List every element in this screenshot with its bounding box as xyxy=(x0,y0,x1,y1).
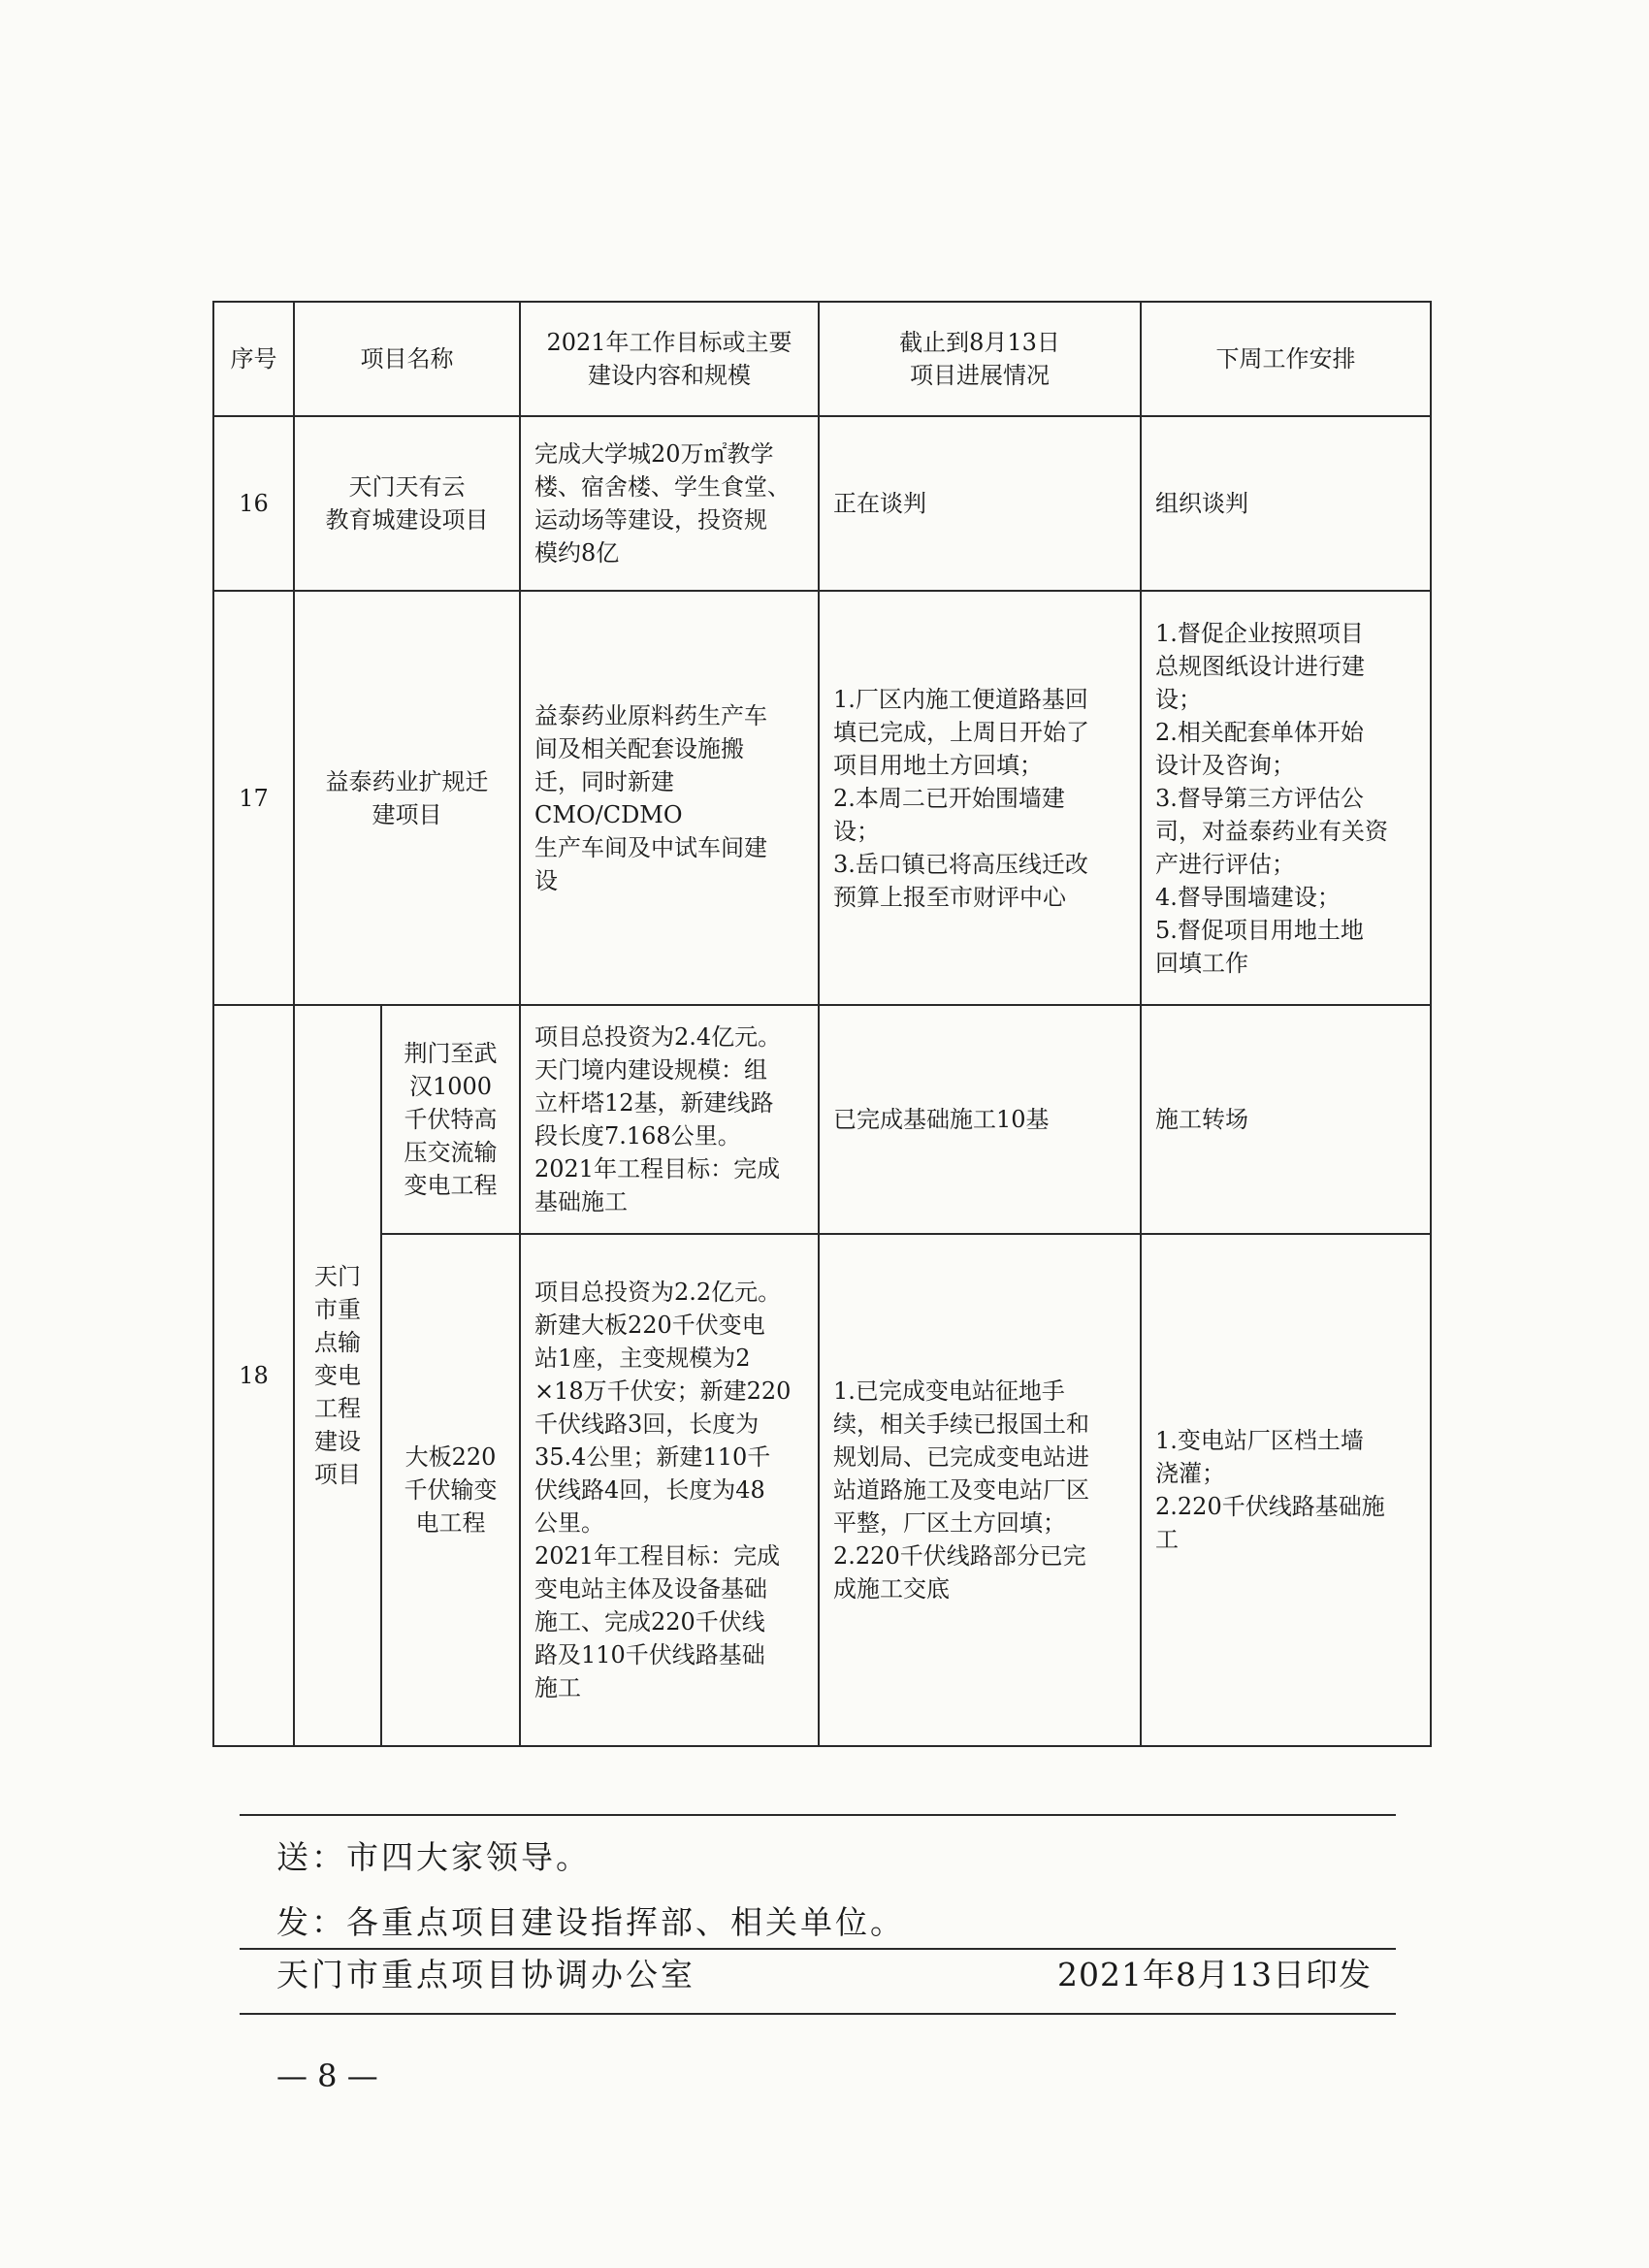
text-line: 生产车间及中试车间建 xyxy=(534,833,767,861)
table-row xyxy=(213,1005,1431,1234)
next-week-plan xyxy=(1141,1005,1431,1234)
text-line: 变电工程 xyxy=(404,1172,498,1199)
text-line: 2.相关配套单体开始 xyxy=(1155,718,1364,746)
text-line: 3.督导第三方评估公 xyxy=(1155,784,1364,812)
project-group-name xyxy=(294,1005,381,1746)
text-line: 项目总投资为2.2亿元。 xyxy=(534,1279,782,1306)
text-line: 设 xyxy=(534,866,558,894)
row-number: 17 xyxy=(213,591,294,1005)
issuing-office: 天门市重点项目协调办公室 xyxy=(276,1956,695,1993)
text-line: 项目用地土方回填； xyxy=(833,751,1043,779)
text-line: 段长度7.168公里。 xyxy=(534,1122,741,1150)
text-line: 2021年工程目标：完成 xyxy=(534,1542,781,1570)
text-line: 伏线路4回，长度为48 xyxy=(534,1476,765,1504)
text-line: 完成大学城20万㎡教学 xyxy=(534,440,774,468)
text-line: 设计及咨询； xyxy=(1155,751,1295,779)
project-progress-table xyxy=(212,301,1432,1747)
header-progress-line-2: 项目进展情况 xyxy=(910,362,1050,389)
header-goal xyxy=(520,302,819,416)
project-goal xyxy=(520,416,819,591)
text-line: 公里。 xyxy=(534,1509,604,1537)
next-week-plan xyxy=(1141,591,1431,1005)
project-progress xyxy=(819,591,1141,1005)
text-line: 2.220千伏线路部分已完 xyxy=(833,1542,1086,1570)
text-line: 千伏特高 xyxy=(404,1106,498,1133)
text-line: 楼、宿舍楼、学生食堂、 xyxy=(534,473,791,501)
text-line: 设； xyxy=(1155,685,1202,713)
text-line: 变电 xyxy=(314,1362,361,1389)
text-line: 施工转场 xyxy=(1155,1106,1248,1133)
text-line: 1.厂区内施工便道路基回 xyxy=(833,685,1088,713)
text-line: 施工 xyxy=(534,1674,581,1701)
text-line: 成施工交底 xyxy=(833,1575,950,1603)
text-line: 间及相关配套设施搬 xyxy=(534,734,744,762)
sub-project-name xyxy=(381,1005,520,1234)
table-row xyxy=(213,416,1431,591)
row-number: 18 xyxy=(213,1005,294,1746)
send-to-line: 送：市四大家领导。 xyxy=(276,1838,591,1876)
text-line: 总规图纸设计进行建 xyxy=(1155,652,1365,680)
header-progress xyxy=(819,302,1141,416)
text-line: 设； xyxy=(833,817,880,845)
text-line: 项目 xyxy=(314,1461,361,1488)
project-progress xyxy=(819,416,1141,591)
text-line: 施工、完成220千伏线 xyxy=(534,1608,765,1636)
text-line: 益泰药业扩规迁 xyxy=(325,767,489,795)
text-line: 建项目 xyxy=(372,800,442,828)
text-line: 工程 xyxy=(314,1395,361,1422)
text-line: 点输 xyxy=(314,1329,361,1356)
text-line: 千伏线路3回，长度为 xyxy=(534,1410,760,1438)
project-name xyxy=(294,416,520,591)
text-line: 平整，厂区土方回填； xyxy=(833,1509,1066,1537)
text-line: 天门境内建设规模：组 xyxy=(534,1056,767,1084)
sub-project-name xyxy=(381,1234,520,1746)
footer-rule-top xyxy=(240,1814,1396,1816)
text-line: 荆门至武 xyxy=(404,1040,498,1067)
text-line: 工 xyxy=(1155,1526,1179,1553)
text-line: 电工程 xyxy=(415,1509,486,1537)
text-line: 市重 xyxy=(314,1296,361,1323)
text-line: ×18万千伏安；新建220 xyxy=(534,1377,792,1405)
text-line: 组织谈判 xyxy=(1155,490,1248,517)
text-line: 回填工作 xyxy=(1155,949,1248,977)
text-line: 站道路施工及变电站厂区 xyxy=(833,1476,1089,1504)
text-line: 大板220 xyxy=(404,1443,497,1471)
header-next-week-plan: 下周工作安排 xyxy=(1141,302,1431,416)
text-line: 站1座，主变规模为2 xyxy=(534,1345,751,1372)
page-number: — 8 — xyxy=(276,2057,378,2094)
table-header-row xyxy=(213,302,1431,416)
text-line: 35.4公里；新建110千 xyxy=(534,1443,771,1471)
header-progress-line-1: 截止到8月13日 xyxy=(899,329,1060,356)
text-line: 项目总投资为2.4亿元。 xyxy=(534,1023,782,1051)
project-goal xyxy=(520,1234,819,1746)
next-week-plan xyxy=(1141,416,1431,591)
text-line: 产进行评估； xyxy=(1155,850,1295,878)
text-line: 1.变电站厂区档土墙 xyxy=(1155,1427,1364,1454)
text-line: 2.220千伏线路基础施 xyxy=(1155,1493,1385,1520)
header-goal-line-1: 2021年工作目标或主要 xyxy=(546,329,792,356)
text-line: 3.岳口镇已将高压线迁改 xyxy=(833,850,1088,878)
header-no: 序号 xyxy=(213,302,294,416)
text-line: 天门天有云 xyxy=(348,473,466,501)
text-line: 千伏输变 xyxy=(404,1476,498,1504)
text-line: 新建大板220千伏变电 xyxy=(534,1312,765,1339)
project-progress xyxy=(819,1005,1141,1234)
text-line: 教育城建设项目 xyxy=(325,506,489,534)
project-goal xyxy=(520,591,819,1005)
project-goal xyxy=(520,1005,819,1234)
text-line: 预算上报至市财评中心 xyxy=(833,883,1066,911)
text-line: 路及110千伏线路基础 xyxy=(534,1641,765,1669)
row-number: 16 xyxy=(213,416,294,591)
footer-rule-middle xyxy=(240,1948,1396,1950)
text-line: 天门 xyxy=(314,1263,361,1290)
text-line: 模约8亿 xyxy=(534,539,620,567)
footer-rule-bottom xyxy=(240,2013,1396,2015)
header-goal-line-2: 建设内容和规模 xyxy=(588,362,751,389)
text-line: 迁，同时新建CMO/CDMO xyxy=(534,767,683,828)
text-line: 变电站主体及设备基础 xyxy=(534,1575,767,1603)
text-line: 填已完成，上周日开始了 xyxy=(833,718,1089,746)
text-line: 5.督促项目用地土地 xyxy=(1155,916,1364,944)
text-line: 益泰药业原料药生产车 xyxy=(534,701,767,729)
table-row xyxy=(213,1234,1431,1746)
text-line: 汉1000 xyxy=(408,1073,493,1100)
text-line: 1.督促企业按照项目 xyxy=(1155,619,1364,647)
project-name xyxy=(294,591,520,1005)
issue-date: 2021年8月13日印发 xyxy=(1057,1956,1372,1993)
text-line: 立杆塔12基，新建线路 xyxy=(534,1089,774,1117)
text-line: 压交流输 xyxy=(404,1139,498,1166)
text-line: 2.本周二已开始围墙建 xyxy=(833,784,1065,812)
text-line: 规划局、已完成变电站进 xyxy=(833,1443,1089,1471)
text-line: 司，对益泰药业有关资 xyxy=(1155,817,1388,845)
text-line: 正在谈判 xyxy=(833,490,926,517)
text-line: 1.已完成变电站征地手 xyxy=(833,1377,1065,1405)
text-line: 运动场等建设，投资规 xyxy=(534,506,767,534)
next-week-plan xyxy=(1141,1234,1431,1746)
distribute-line: 发：各重点项目建设指挥部、相关单位。 xyxy=(276,1903,905,1941)
project-progress xyxy=(819,1234,1141,1746)
text-line: 浇灌； xyxy=(1155,1460,1225,1487)
text-line: 已完成基础施工10基 xyxy=(833,1106,1050,1133)
table-row xyxy=(213,591,1431,1005)
header-project-name: 项目名称 xyxy=(294,302,520,416)
text-line: 续，相关手续已报国土和 xyxy=(833,1410,1089,1438)
text-line: 2021年工程目标：完成 xyxy=(534,1155,781,1183)
text-line: 建设 xyxy=(314,1428,361,1455)
text-line: 4.督导围墙建设； xyxy=(1155,883,1341,911)
text-line: 基础施工 xyxy=(534,1188,628,1215)
